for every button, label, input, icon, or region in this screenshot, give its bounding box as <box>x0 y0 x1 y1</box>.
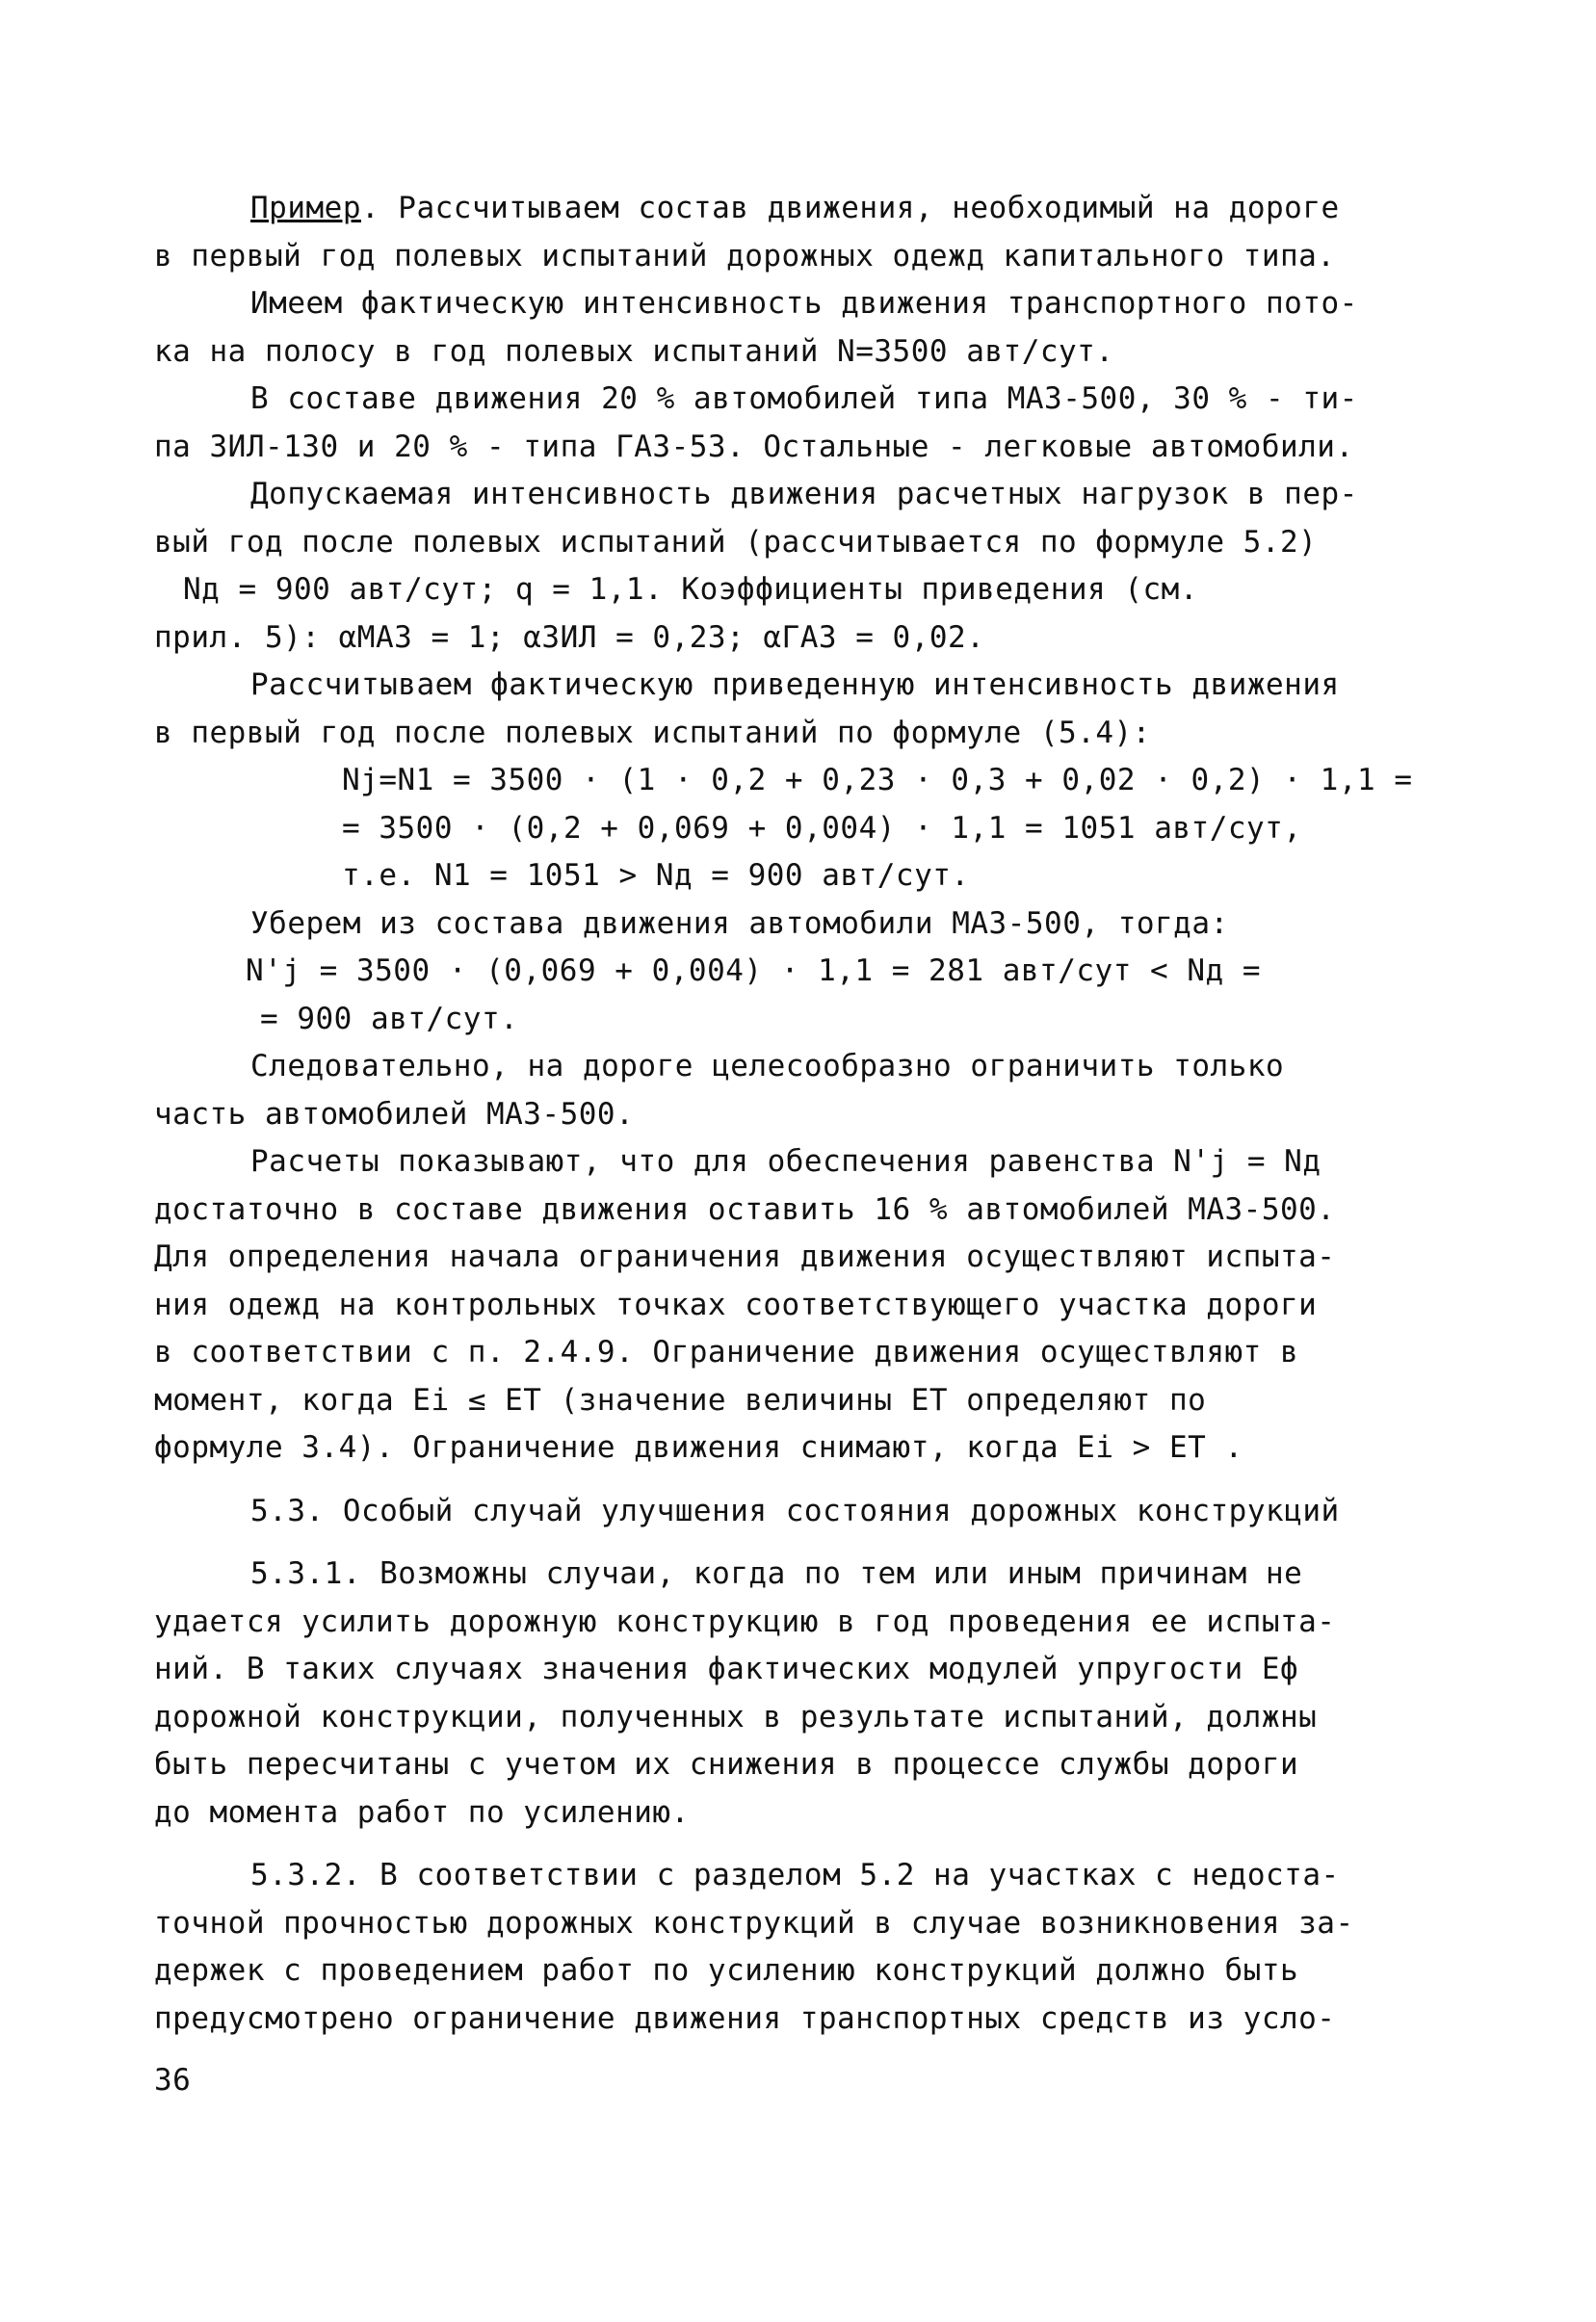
text-line: формуле 3.4). Ограничение движения снимают, когда Ei > ET . <box>154 1430 1243 1465</box>
text-line: ния одежд на контрольных точках соответствующего участка дороги <box>154 1287 1318 1322</box>
text-line: быть пересчитаны с учетом их снижения в процессе службы дороги <box>154 1747 1299 1782</box>
text-line: предусмотрено ограничение движения транспортных средств из усло- <box>154 2000 1336 2036</box>
text-line: Уберем из состава движения автомобили МАЗ-500, тогда: <box>250 905 1229 941</box>
text-line: 5.3.1. Возможны случаи, когда по тем или иным причинам не <box>250 1556 1303 1591</box>
text-line: Допускаемая интенсивность движения расчетных нагрузок в пер- <box>250 477 1358 511</box>
text-line: часть автомобилей МАЗ-500. <box>154 1096 635 1132</box>
text-line: держек с проведением работ по усилению конструкций должно быть <box>154 1953 1299 1988</box>
text-line: момент, когда Ei ≤ ET (значение величины ET определяют по <box>154 1382 1207 1418</box>
text-line: Следовательно, на дороге целесообразно ограничить только <box>250 1049 1285 1083</box>
text-line: Имеем фактическую интенсивность движения транспортного пото- <box>250 286 1358 321</box>
text-line: Рассчитываем фактическую приведенную интенсивность движения <box>250 667 1340 702</box>
text-line: . Рассчитываем состав движения, необходимый на дороге <box>360 191 1340 225</box>
text-line: ний. В таких случаях значения фактических модулей упругости Eф <box>154 1652 1299 1686</box>
text-line: в соответствии с п. 2.4.9. Ограничение движения осуществляют в <box>154 1335 1299 1370</box>
paragraph-example <box>154 185 1426 233</box>
section-heading: 5.3. Особый случай улучшения состояния дорожных конструкций <box>250 1493 1340 1528</box>
document-page <box>154 185 1426 2043</box>
text-line: точной прочностью дорожных конструкций в случае возникновения за- <box>154 1905 1354 1941</box>
text-line: удается усилить дорожную конструкцию в год проведения ее испыта- <box>154 1604 1336 1639</box>
text-line: В составе движения 20 % автомобилей типа МАЗ-500, 30 % - ти- <box>250 381 1358 416</box>
text-line: 5.3.2. В соответствии с разделом 5.2 на участках с недоста- <box>250 1858 1340 1892</box>
spacer <box>154 1535 1426 1551</box>
example-label: Пример <box>250 191 361 225</box>
formula-line: = 3500 · (0,2 + 0,069 + 0,004) · 1,1 = 1051 авт/сут, <box>342 810 1302 846</box>
formula-line: = 900 авт/сут. <box>260 1001 519 1036</box>
text-line: дорожной конструкции, полученных в результате испытаний, должны <box>154 1699 1318 1735</box>
text-line: Nд = 900 авт/сут; q = 1,1. Коэффициенты приведения (см. <box>183 572 1198 607</box>
text-line: ка на полосу в год полевых испытаний N=3500 авт/сут. <box>154 333 1114 369</box>
text-line: прил. 5): αМАЗ = 1; αЗИЛ = 0,23; αГАЗ = 0,02. <box>154 619 985 655</box>
text-line: достаточно в составе движения оставить 16 % автомобилей МАЗ-500. <box>154 1191 1336 1227</box>
formula-line: Nj=N1 = 3500 · (1 · 0,2 + 0,23 · 0,3 + 0,02 · 0,2) · 1,1 = <box>342 763 1413 797</box>
spacer <box>154 1473 1426 1488</box>
text-line: в первый год полевых испытаний дорожных одежд капитального типа. <box>154 238 1336 274</box>
text-line: Для определения начала ограничения движения осуществляют испыта- <box>154 1239 1336 1274</box>
page-number: 36 <box>154 2063 192 2098</box>
formula-line: т.е. N1 = 1051 > Nд = 900 авт/сут. <box>342 858 970 893</box>
text-line: па ЗИЛ-130 и 20 % - типа ГАЗ-53. Остальные - легковые автомобили. <box>154 429 1354 464</box>
text-line: до момента работ по усилению. <box>154 1794 690 1830</box>
formula-line: N'j = 3500 · (0,069 + 0,004) · 1,1 = 281 авт/сут < Nд = <box>246 953 1261 988</box>
text-line: вый год после полевых испытаний (рассчитывается по формуле 5.2) <box>154 524 1318 560</box>
text-line: в первый год после полевых испытаний по формуле (5.4): <box>154 715 1151 750</box>
text-line: Расчеты показывают, что для обеспечения равенства N'j = Nд <box>250 1144 1321 1179</box>
spacer <box>154 1837 1426 1852</box>
